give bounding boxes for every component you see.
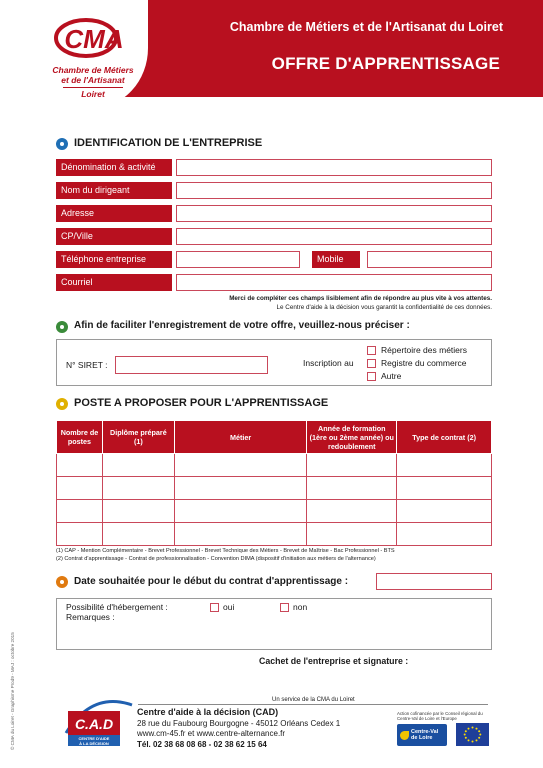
field-courriel[interactable] <box>176 274 492 291</box>
section3-bullet-icon <box>56 398 68 410</box>
eu-flag-icon <box>456 723 489 746</box>
cad-websites: www.cm-45.fr et www.centre-alternance.fr <box>137 729 286 738</box>
service-note: Un service de la CMA du Loiret <box>272 697 355 703</box>
svg-text:À LA DÉCISION: À LA DÉCISION <box>79 741 109 746</box>
table-cell[interactable] <box>397 500 492 523</box>
funding-note: Action cofinancée par le Conseil régional du Centre-Val de Loire et l'Europe <box>397 711 483 721</box>
checkbox-autre[interactable] <box>367 372 376 381</box>
logo-line-1: Chambre de Métiers <box>52 65 134 75</box>
section4-bullet-icon <box>56 576 68 588</box>
table-cell[interactable] <box>57 477 103 500</box>
date-debut-field[interactable] <box>376 573 492 590</box>
field-telephone[interactable] <box>176 251 300 268</box>
section1-title: IDENTIFICATION DE L'ENTREPRISE <box>74 137 263 149</box>
table-cell[interactable] <box>57 523 103 546</box>
field-mobile[interactable] <box>367 251 492 268</box>
field-nom-dirigeant[interactable] <box>176 182 492 199</box>
cachet-label: Cachet de l'entreprise et signature : <box>259 656 409 666</box>
table-cell[interactable] <box>102 500 174 523</box>
option-registre-commerce: Registre du commerce <box>381 358 467 368</box>
logo-line-3: Loiret <box>81 89 105 99</box>
checkbox-oui[interactable] <box>210 603 219 612</box>
table-cell[interactable] <box>397 477 492 500</box>
table-cell[interactable] <box>174 523 307 546</box>
section3-title: POSTE A PROPOSER POUR L'APPRENTISSAGE <box>74 397 329 409</box>
footnote-2: (2) Contrat d'apprentissage - Contrat de professionnalisation - Convention DIMA (dispositif d'initiation aux métiers de l'alternance) <box>56 556 376 562</box>
remarques-label: Remarques : <box>66 612 115 622</box>
cad-logo <box>62 697 134 747</box>
eu-stars-icon <box>456 723 489 746</box>
siret-label: N° SIRET : <box>66 360 108 370</box>
section2-bullet-icon <box>56 321 68 333</box>
field-adresse[interactable] <box>176 205 492 222</box>
table-cell[interactable] <box>102 523 174 546</box>
table-header-row <box>57 421 492 454</box>
col-diplome: Diplôme préparé (1) <box>102 421 174 454</box>
label-mobile: Mobile <box>312 251 360 268</box>
table-cell[interactable] <box>174 500 307 523</box>
siret-field[interactable] <box>115 356 268 374</box>
col-type-contrat: Type de contrat (2) <box>397 421 492 454</box>
table-cell[interactable] <box>307 523 397 546</box>
hebergement-label: Possibilité d'hébergement : <box>66 602 168 612</box>
svg-text:CENTRE D'AIDE: CENTRE D'AIDE <box>78 736 110 741</box>
label-nom-dirigeant: Nom du dirigeant <box>56 182 172 199</box>
footnote-1: (1) CAP - Mention Complémentaire - Brevet Professionnel - Brevet Technique des Métiers - Brevet de Maîtrise - Bac Professionnel - BTS <box>56 548 395 554</box>
table-row <box>57 500 492 523</box>
table-cell[interactable] <box>57 500 103 523</box>
col-metier: Métier <box>174 421 307 454</box>
cma-logo-mark <box>52 16 134 60</box>
section1-bullet-icon <box>56 138 68 150</box>
col-annee-formation: Année de formation (1ère ou 2ème année) ou redoublement <box>307 421 397 454</box>
table-row <box>57 477 492 500</box>
org-title: Chambre de Métiers et de l'Artisanat du Loiret <box>229 20 503 34</box>
table-cell[interactable] <box>397 523 492 546</box>
page-title: OFFRE D'APPRENTISSAGE <box>271 54 500 73</box>
cad-tel: Tél. 02 38 68 08 68 - 02 38 62 15 64 <box>137 740 267 749</box>
field-denomination[interactable] <box>176 159 492 176</box>
table-cell[interactable] <box>307 477 397 500</box>
table-cell[interactable] <box>102 454 174 477</box>
table-cell[interactable] <box>307 500 397 523</box>
label-telephone: Téléphone entreprise <box>56 251 172 268</box>
non-label: non <box>293 602 308 612</box>
oui-label: oui <box>223 602 235 612</box>
region-logo-text: Centre-Val de Loire <box>411 729 439 741</box>
label-adresse: Adresse <box>56 205 172 222</box>
note-confidentialite: Le Centre d'aide à la décision vous garantit la confidentialité de ces données. <box>276 304 492 311</box>
region-logo <box>397 724 447 746</box>
svg-text:C.A.D: C.A.D <box>74 716 114 732</box>
col-nombre-postes: Nombre de postes <box>57 421 103 454</box>
label-cp-ville: CP/Ville <box>56 228 172 245</box>
note-completer: Merci de compléter ces champs lisiblement afin de répondre au plus vite à vos attentes. <box>229 295 492 302</box>
table-cell[interactable] <box>174 477 307 500</box>
option-repertoire-metiers: Répertoire des métiers <box>381 345 467 355</box>
section2-title: Afin de faciliter l'enregistrement de votre offre, veuillez-nous préciser : <box>74 320 410 331</box>
checkbox-repertoire-metiers[interactable] <box>367 346 376 355</box>
footer-divider <box>138 704 488 705</box>
side-credit: © CMA du Loiret - Graphisme Prod9 - MAJ : octobre 2015 <box>10 632 15 750</box>
svg-text:CMA: CMA <box>64 24 124 54</box>
label-courriel: Courriel <box>56 274 172 291</box>
table-cell[interactable] <box>57 454 103 477</box>
table-row <box>57 523 492 546</box>
section4-title: Date souhaitée pour le début du contrat d'apprentissage : <box>74 576 349 587</box>
table-cell[interactable] <box>102 477 174 500</box>
cad-title: Centre d'aide à la décision (CAD) <box>137 707 279 717</box>
table-cell[interactable] <box>174 454 307 477</box>
table-row <box>57 454 492 477</box>
checkbox-registre-commerce[interactable] <box>367 359 376 368</box>
table-cell[interactable] <box>307 454 397 477</box>
table-cell[interactable] <box>397 454 492 477</box>
inscription-label: Inscription au <box>303 358 354 368</box>
checkbox-non[interactable] <box>280 603 289 612</box>
poste-table <box>56 420 492 546</box>
cma-logo <box>52 16 134 102</box>
cad-logo-graphic <box>62 697 134 747</box>
field-cp-ville[interactable] <box>176 228 492 245</box>
option-autre: Autre <box>381 371 402 381</box>
region-logo-shape-icon <box>400 731 409 740</box>
logo-line-2: et de l'Artisanat <box>61 75 125 85</box>
label-denomination: Dénomination & activité <box>56 159 172 176</box>
cad-address: 28 rue du Faubourg Bourgogne - 45012 Orléans Cedex 1 <box>137 719 341 728</box>
